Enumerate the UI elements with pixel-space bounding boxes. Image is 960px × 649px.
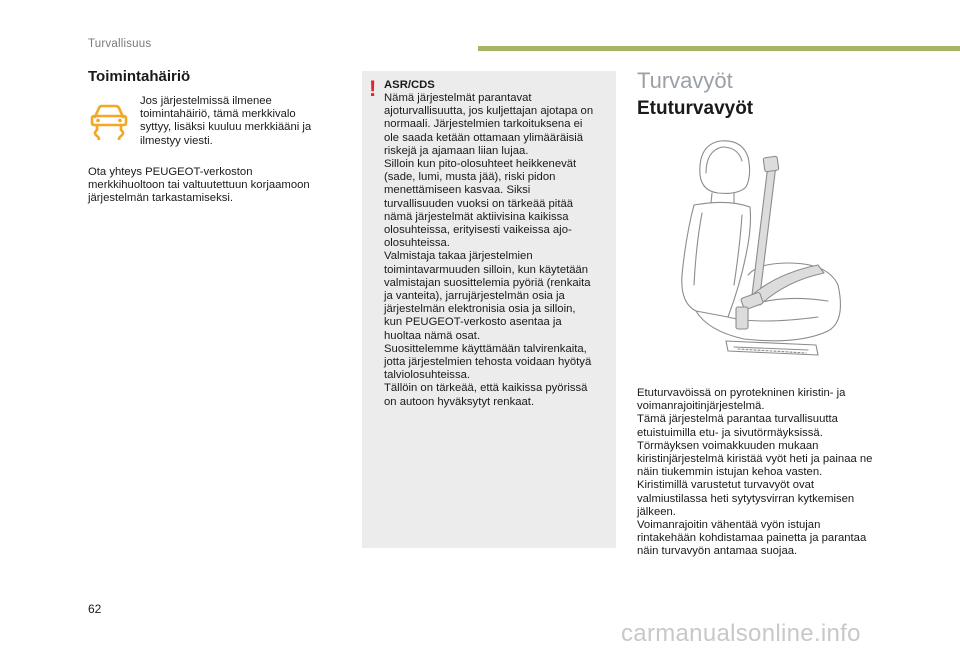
box-line: nämä järjestelmät aktiivisina kaikissa: [384, 210, 569, 223]
section-label: Turvallisuus: [88, 38, 152, 50]
box-line: Valmistaja takaa järjestelmien: [384, 250, 533, 263]
contact-line: merkkihuoltoon tai valtuutettuun korjaamoon: [88, 179, 310, 192]
box-line: normaali. Järjestelmien tarkoituksena ei: [384, 118, 583, 131]
box-line: huoltaa nämä osat.: [384, 329, 481, 342]
fault-line: Jos järjestelmissä ilmenee: [140, 95, 272, 107]
box-line: turvallisuuden vuoksi on tärkeää pitää: [384, 197, 574, 210]
box-line: Tällöin on tärkeää, että kaikissa pyörissä: [384, 382, 588, 395]
box-line: talviolosuhteissa.: [384, 369, 471, 382]
fault-paragraph: [140, 95, 340, 148]
right-line: Etuturvavöissä on pyrotekninen kiristin- ja: [637, 387, 846, 399]
right-line: kiristinjärjestelmä kiristää vyöt heti ja painaa ne: [637, 453, 873, 466]
alert-icon: !: [369, 76, 377, 101]
right-line: Tämä järjestelmä parantaa turvallisuutta: [637, 413, 838, 426]
page-number: 62: [88, 602, 102, 616]
box-line: riskejä ja ajamaan liian lujaa.: [384, 144, 529, 157]
right-line: voimanrajoitinjärjestelmä.: [637, 400, 765, 413]
box-line: ole saada ketään ottamaan ylimääräisiä: [384, 131, 584, 144]
right-line: Voimanrajoitin vähentää vyön istujan: [637, 519, 821, 532]
front-seatbelts-paragraph: [637, 387, 897, 559]
box-line: ja vanteita), jarrujärjestelmän osia ja: [384, 290, 565, 303]
right-line: etuistuimilla etu- ja sivutörmäyksissä.: [637, 426, 823, 439]
right-line: Kiristimillä varustetut turvavyöt ovat: [637, 479, 815, 492]
right-line: näin turvavyön antamaa suojaa.: [637, 545, 798, 558]
box-line: menettämiseen kasvaa. Siksi: [384, 184, 531, 197]
skid-warning-icon: [86, 100, 132, 140]
box-line: olosuhteissa, erityisesti vaikeissa ajo-: [384, 224, 572, 237]
fault-line: toimintahäiriö, tämä merkkivalo: [140, 108, 296, 121]
box-line: järjestelmän elektronisia osia ja silloin,: [384, 303, 576, 316]
seatbelts-heading: Turvavyöt: [637, 68, 733, 93]
right-line: rintakehään kohdistamaa painetta ja parantaa: [637, 532, 867, 545]
box-line: kun PEUGEOT-verkosto asentaa ja: [384, 316, 562, 329]
fault-line: syttyy, lisäksi kuuluu merkkiääni ja: [140, 121, 312, 134]
front-seat-belt-illustration: [668, 135, 854, 360]
box-line: valmistajan suosittelemia pyöriä (renkaita: [384, 276, 591, 289]
box-line: jotta järjestelmien tehosta voidaan hyötyä: [384, 356, 592, 369]
box-line: (sade, lumi, musta jää), riski pidon: [384, 171, 556, 184]
box-line: ajoturvallisuutta, jos kuljettajan ajotapa on: [384, 105, 594, 118]
right-line: Törmäyksen voimakkuuden mukaan: [637, 439, 819, 452]
fault-line: ilmestyy viesti.: [140, 134, 213, 147]
box-line: toimintavarmuuden silloin, kun käytetään: [384, 263, 589, 276]
fault-heading: Toimintahäiriö: [88, 68, 191, 85]
watermark: carmanualsonline.info: [621, 620, 861, 647]
contact-line: järjestelmän tarkastamiseksi.: [88, 192, 234, 205]
box-line: Nämä järjestelmät parantavat: [384, 92, 532, 104]
box-line: on autoon hyväksytyt renkaat.: [384, 395, 535, 408]
box-line: Silloin kun pito-olosuhteet heikkenevät: [384, 158, 577, 171]
right-line: jälkeen.: [637, 505, 676, 518]
right-line: näin tiukemmin istujan kehoa vasten.: [637, 466, 823, 479]
right-line: valmiustilassa heti sytytysvirran kytkemisen: [637, 492, 855, 505]
header-rule: [478, 46, 960, 51]
box-paragraph: [384, 92, 610, 409]
box-title: ASR/CDS: [384, 79, 435, 91]
front-seatbelts-heading: Etuturvavyöt: [637, 98, 754, 119]
contact-paragraph: [88, 166, 348, 206]
box-line: olosuhteissa.: [384, 237, 450, 250]
box-line: Suosittelemme käyttämään talvirenkaita,: [384, 342, 587, 355]
contact-line: Ota yhteys PEUGEOT-verkoston: [88, 166, 253, 178]
